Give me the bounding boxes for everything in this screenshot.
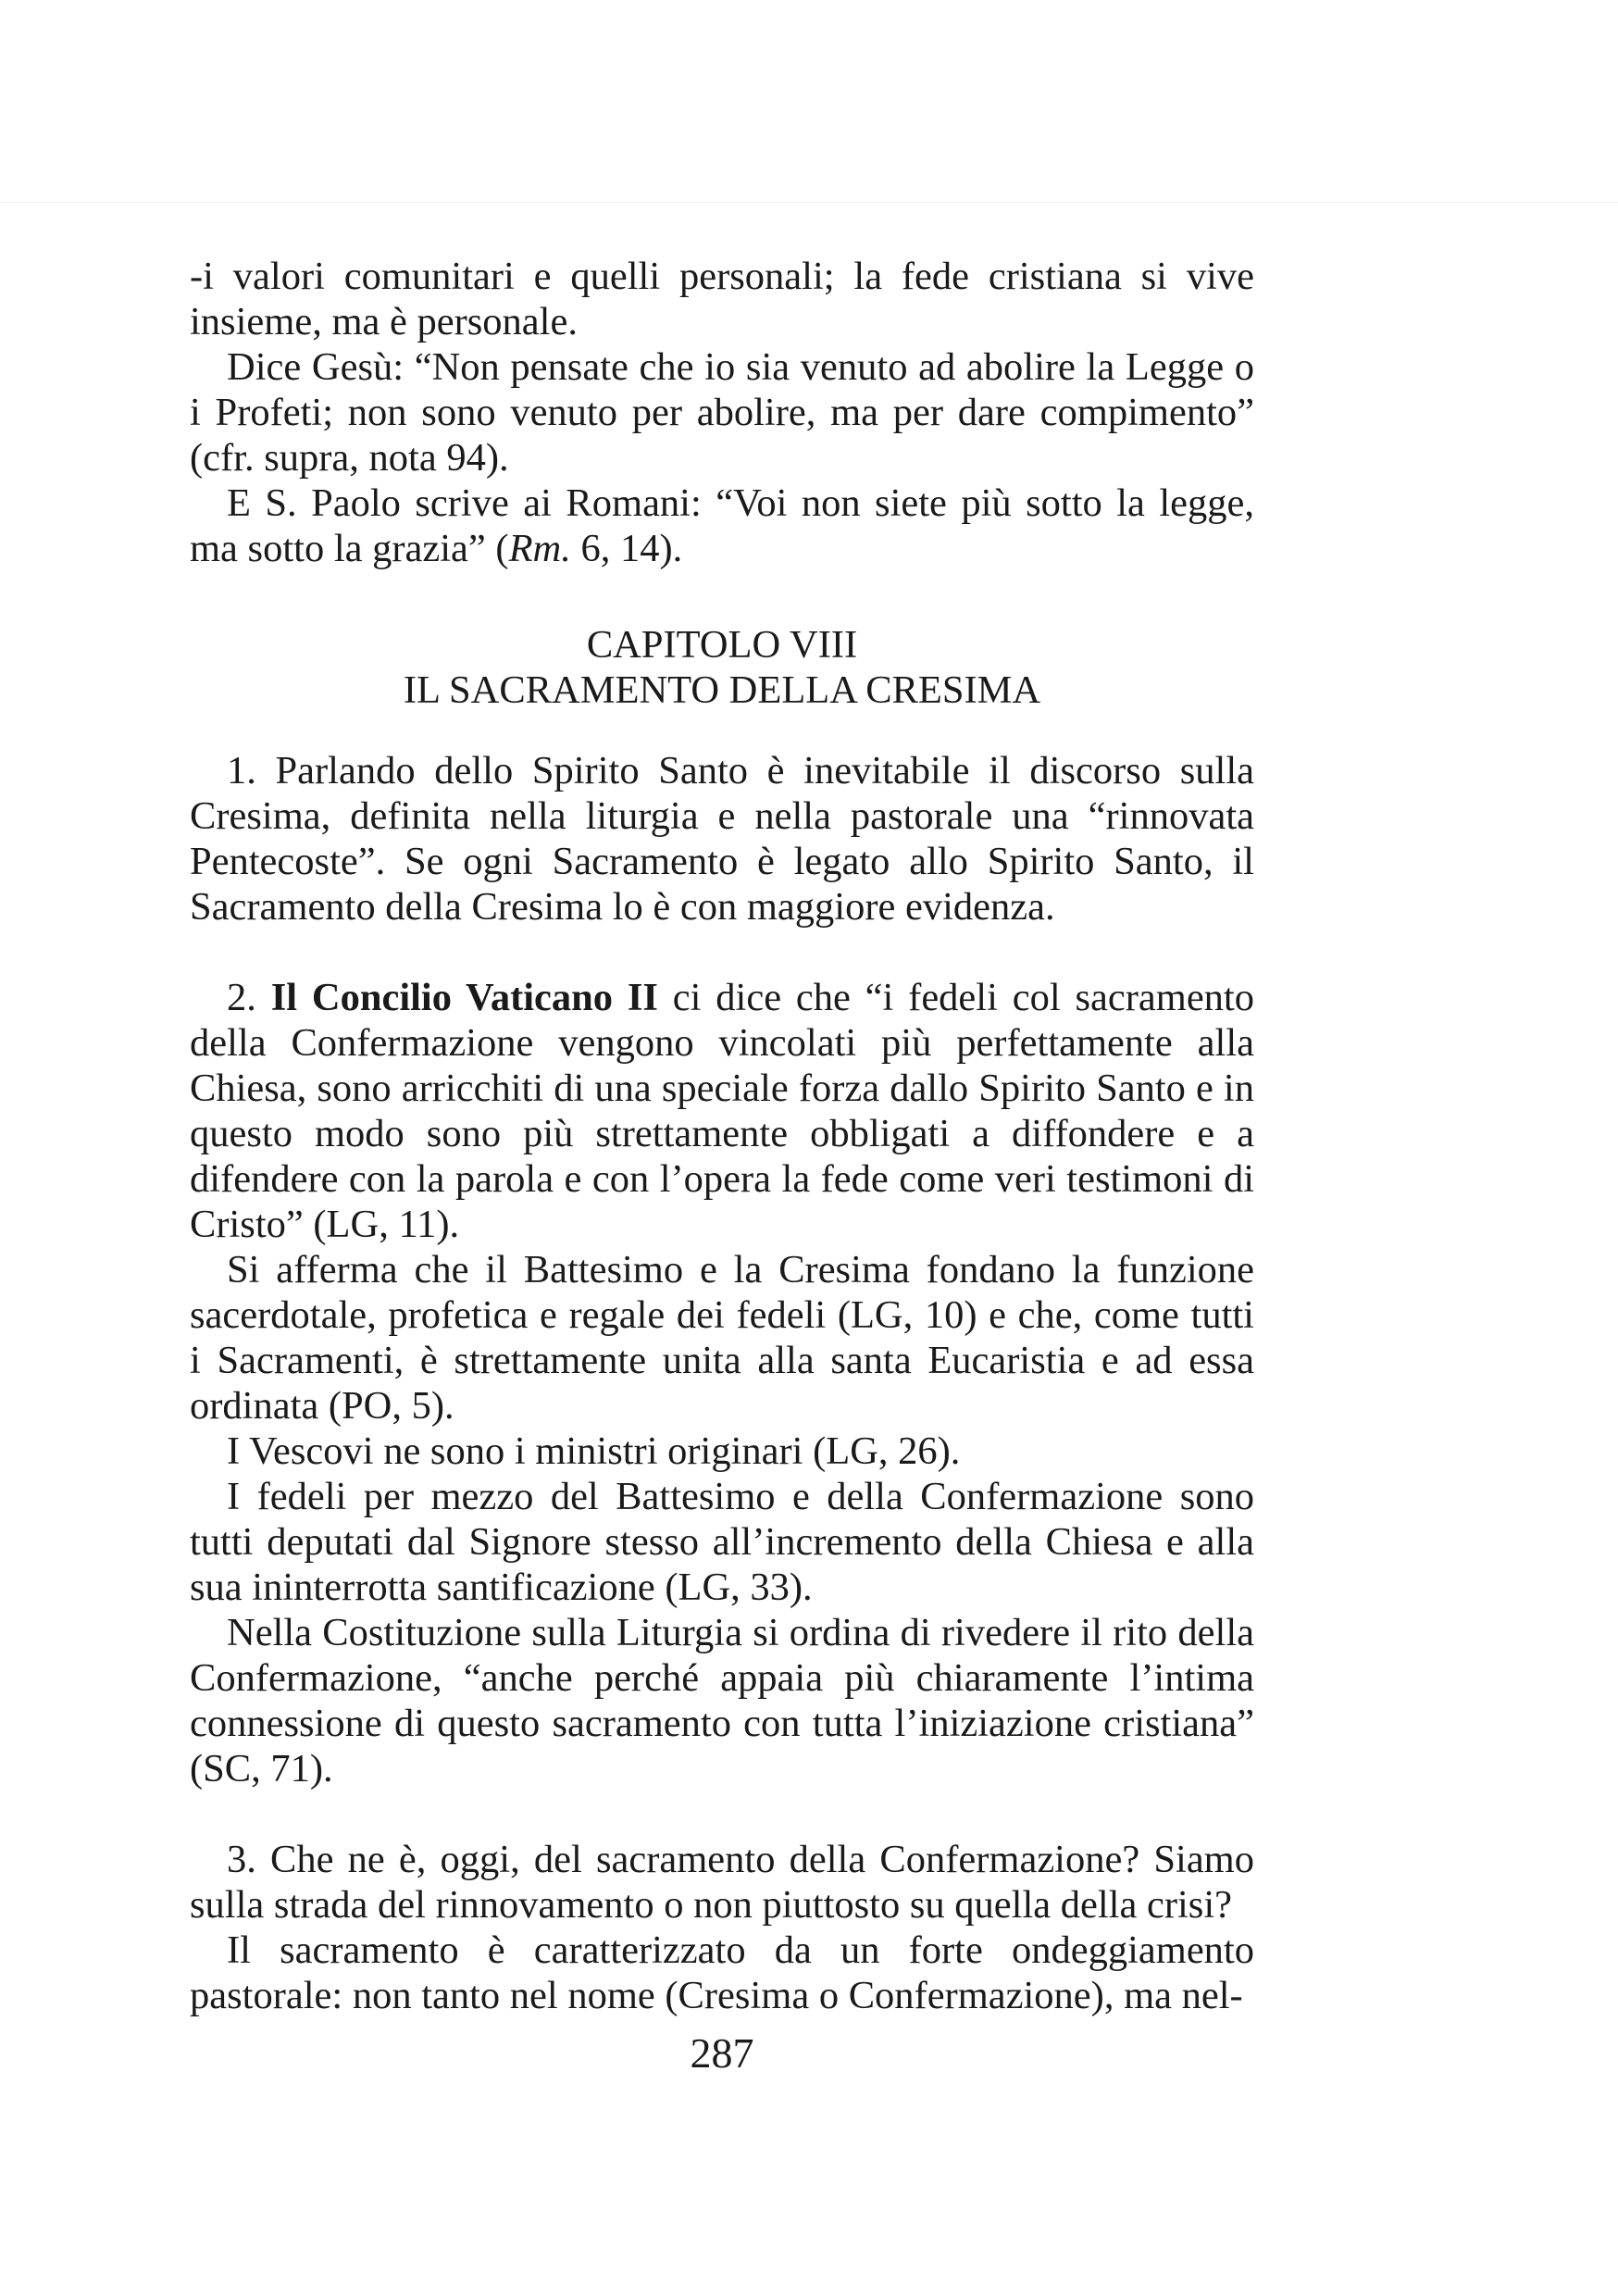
section-2-number: 2.: [227, 976, 256, 1019]
section-3-text: Che ne è, oggi, del sacramento della Confermazione? Siamo sulla strada del rinnovamento o non piuttosto su quella della crisi?: [190, 1838, 1254, 1927]
section-3-paragraph: [190, 1837, 1254, 1928]
intro-paragraph-3: [190, 480, 1254, 571]
section-1-text: Parlando dello Spirito Santo è inevitabile il discorso sulla Cresima, definita nella liturgia e nella pastorale una “rinnovata Pentecoste”. Se ogni Sacramento è legato allo Spirito Santo, il Sacramento della Cresima lo è con maggiore evidenza.: [190, 749, 1254, 929]
chapter-body: [190, 748, 1254, 2018]
chapter-title: IL SACRAMENTO DELLA CRESIMA: [403, 668, 1041, 712]
section-2-paragraph-5: Nella Costituzione sulla Liturgia si ordina di rivedere il rito della Confermazione, “anche perché appaia più chiaramente l’intima connessione di questo sacramento con tutta l’iniziazione cristiana” (SC, 71).: [190, 1611, 1254, 1791]
intro-paragraph-1: -i valori comunitari e quelli personali; la fede cristiana si vive insieme, ma è personale.: [190, 255, 1254, 343]
intro-paragraph-3-text: E S. Paolo scrive ai Romani: “Voi non siete più sotto la legge, ma sotto la grazia” (: [190, 481, 1254, 570]
section-2-paragraph-2: Si afferma che il Battesimo e la Cresima fondano la funzione sacerdotale, profetica e regale dei fedeli (LG, 10) e che, come tutti i Sacramenti, è strettamente unita alla santa Eucaristia e ad essa ordinata (PO, 5).: [190, 1248, 1254, 1428]
section-1-number: 1.: [227, 749, 256, 792]
romans-reference: Rm.: [508, 527, 571, 570]
section-2-paragraph-3: I Vescovi ne sono i ministri originari (LG, 26).: [227, 1429, 961, 1473]
page-number: 287: [690, 2029, 754, 2077]
chapter-label: CAPITOLO VIII: [586, 623, 858, 667]
section-1-paragraph: [190, 748, 1254, 930]
section-2-paragraph: [190, 975, 1254, 1247]
section-2-text: ci dice che “i fedeli col sacramento della Confermazione vengono vincolati più perfettamente alla Chiesa, sono arricchiti di una speciale forza dallo Spirito Santo e in questo modo sono più strettamente obbligati a diffondere e a difendere con la parola e con l’opera la fede come veri testimoni di Cristo” (LG, 11).: [190, 976, 1254, 1246]
intro-paragraph-2: Dice Gesù: “Non pensate che io sia venuto ad abolire la Legge o i Profeti; non sono venuto per abolire, ma per dare compimento” (cfr. supra, nota 94).: [190, 345, 1254, 480]
intro-text-block: [190, 254, 1254, 571]
intro-paragraph-3-end: 6, 14).: [570, 527, 683, 570]
section-2-paragraph-4: I fedeli per mezzo del Battesimo e della Confermazione sono tutti deputati dal Signore stesso all’incremento della Chiesa e alla sua ininterrotta santificazione (LG, 33).: [190, 1475, 1254, 1609]
section-3-number: 3.: [227, 1838, 256, 1881]
section-3-paragraph-2: Il sacramento è caratterizzato da un forte ondeggiamento pastorale: non tanto nel nome (Cresima o Confermazione), ma nel-: [190, 1928, 1254, 2017]
section-2-bold-phrase: Il Concilio Vaticano II: [270, 976, 658, 1019]
chapter-heading: [190, 622, 1254, 713]
scan-page-edge: [0, 202, 1618, 203]
